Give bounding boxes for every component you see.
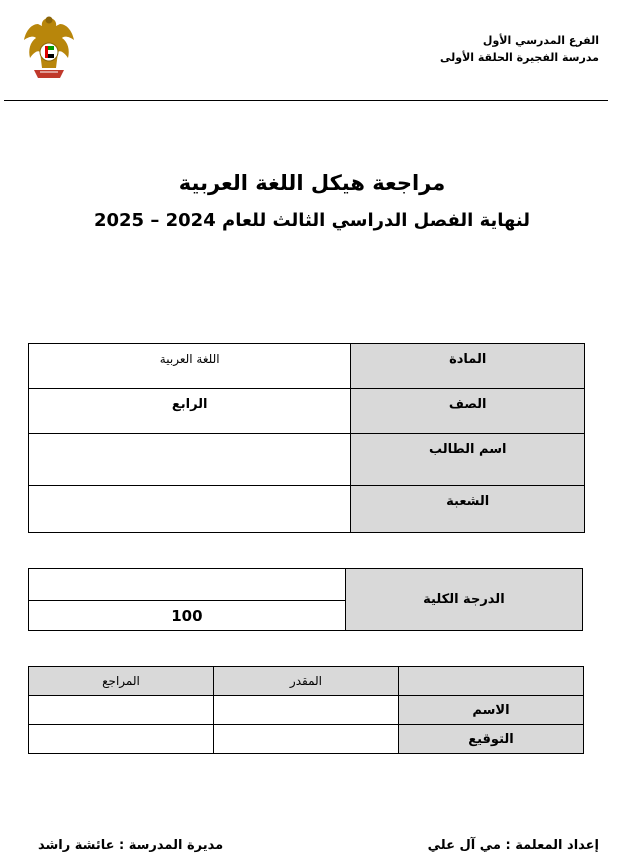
section-label: الشعبة [446,494,490,509]
section-field[interactable] [29,486,351,533]
assessor-signature-field[interactable] [214,725,399,754]
uae-emblem-logo [20,12,78,84]
name-row-label-cell [398,696,583,725]
signature-row-label: التوقيع [468,732,514,747]
reviewer-name-field[interactable] [29,696,214,725]
total-score-label-cell [345,569,582,631]
assessor-header-cell [214,667,399,696]
subject-value-cell [29,344,351,389]
header-divider [4,100,608,101]
subject-label: المادة [449,352,487,367]
student-name-label: اسم الطالب [428,442,507,457]
section-label-cell [351,486,585,533]
grade-value: الرابع [171,397,208,412]
signature-row-label-cell [398,725,583,754]
name-row-label: الاسم [472,703,510,718]
total-score-cell [29,601,346,631]
principal-name: مديرة المدرسة : عائشة راشد [38,838,224,853]
student-name-label-cell [351,434,585,486]
grade-label: الصف [448,397,487,412]
assessor-header: المقدر [289,674,323,688]
student-info-table [28,343,585,533]
grade-value-cell [29,389,351,434]
prepared-by: إعداد المعلمة : مي آل علي [427,838,599,853]
school-name: مدرسة الفجيرة الحلقة الأولى [439,51,599,64]
score-table [28,568,583,631]
subject-value: اللغة العربية [159,352,220,366]
reviewer-header-cell [29,667,214,696]
page-subtitle: لنهاية الفصل الدراسي الثالث للعام 2024 – 2025 [93,210,531,231]
reviewer-header: المراجع [102,674,140,688]
page-title: مراجعة هيكل اللغة العربية [178,171,446,195]
total-score-value: 100 [171,607,203,625]
corner-cell [398,667,583,696]
reviewer-signature-field[interactable] [29,725,214,754]
student-name-field[interactable] [29,434,351,486]
total-score-label: الدرجة الكلية [423,592,505,607]
subject-label-cell [351,344,585,389]
assessor-name-field[interactable] [214,696,399,725]
grade-label-cell [351,389,585,434]
signature-table [28,666,584,754]
branch-name: الفرع المدرسي الأول [482,34,599,47]
obtained-score-field[interactable] [29,569,346,601]
